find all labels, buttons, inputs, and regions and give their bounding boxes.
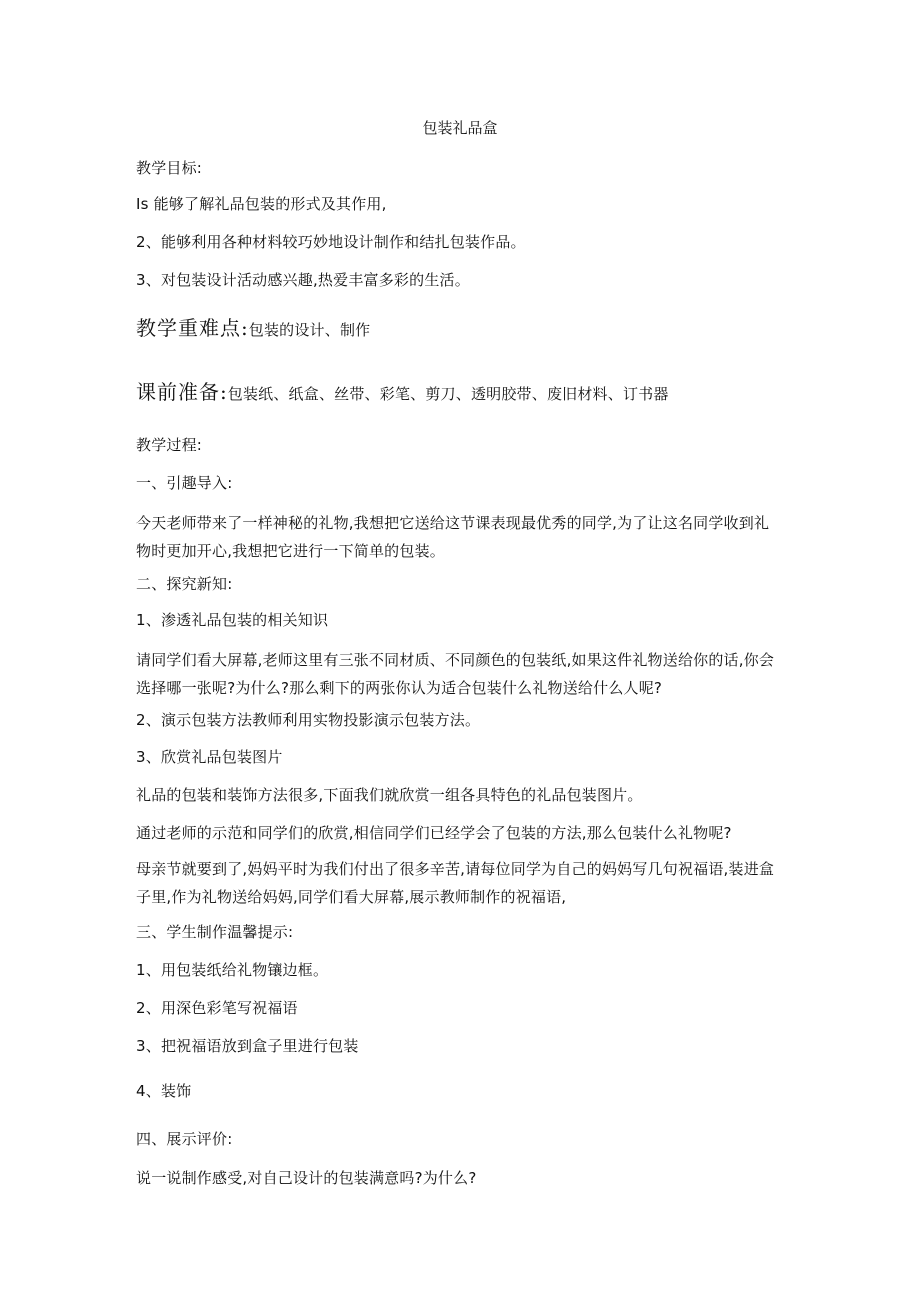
preparation-text: 包装纸、纸盒、丝带、彩笔、剪刀、透明胶带、废旧材料、订书器 bbox=[227, 385, 669, 403]
objective-item-2: 2、能够利用各种材料较巧妙地设计制作和结扎包装作品。 bbox=[136, 233, 526, 251]
section2-item-3-text: 礼品的包装和装饰方法很多,下面我们就欣赏一组各具特色的礼品包装图片。 bbox=[136, 786, 643, 804]
key-points-label: 教学重难点: bbox=[136, 316, 249, 340]
section4-heading: 四、展示评价: bbox=[136, 1130, 233, 1148]
process-heading: 教学过程: bbox=[136, 436, 203, 454]
preparation-label: 课前准备: bbox=[136, 380, 228, 404]
section4-text: 说一说制作感受,对自己设计的包装满意吗?为什么? bbox=[136, 1169, 477, 1187]
objectives-heading: 教学目标: bbox=[136, 159, 203, 177]
preparation-line bbox=[136, 382, 669, 404]
section2-item-1: 1、渗透礼品包装的相关知识 bbox=[136, 611, 329, 629]
section2-summary: 通过老师的示范和同学们的欣赏,相信同学们已经学会了包装的方法,那么包装什么礼物呢? bbox=[136, 824, 732, 842]
objective-item-3: 3、对包装设计活动感兴趣,热爱丰富多彩的生活。 bbox=[136, 271, 470, 289]
objective-item-1: Is 能够了解礼品包装的形式及其作用, bbox=[136, 195, 387, 213]
section3-item-2: 2、用深色彩笔写祝福语 bbox=[136, 999, 298, 1017]
section3-item-4: 4、装饰 bbox=[136, 1082, 192, 1100]
section1-text: 今天老师带来了一样神秘的礼物,我想把它送给这节课表现最优秀的同学,为了让这名同学收到礼物时更加开心,我想把它进行一下简单的包装。 bbox=[136, 514, 770, 560]
page-title: 包装礼品盒 bbox=[422, 119, 498, 137]
section2-heading: 二、探究新知: bbox=[136, 575, 233, 593]
section2-item-1-text: 请同学们看大屏幕,老师这里有三张不同材质、不同颜色的包装纸,如果这件礼物送给你的话,你会选择哪一张呢?为什么?那么剩下的两张你认为适合包装什么礼物送给什么人呢? bbox=[136, 651, 775, 697]
section2-mothers-day: 母亲节就要到了,妈妈平时为我们付出了很多辛苦,请每位同学为自己的妈妈写几句祝福语,装进盒子里,作为礼物送给妈妈,同学们看大屏幕,展示教师制作的祝福语, bbox=[136, 860, 775, 906]
section3-item-1: 1、用包装纸给礼物镶边框。 bbox=[136, 961, 329, 979]
section2-item-3: 3、欣赏礼品包装图片 bbox=[136, 748, 283, 766]
key-points-line bbox=[136, 318, 370, 340]
section2-item-2: 2、演示包装方法教师利用实物投影演示包装方法。 bbox=[136, 711, 481, 729]
key-points-text: 包装的设计、制作 bbox=[248, 321, 371, 339]
section3-item-3: 3、把祝福语放到盒子里进行包装 bbox=[136, 1037, 359, 1055]
section1-heading: 一、引趣导入: bbox=[136, 474, 233, 492]
section3-heading: 三、学生制作温馨提示: bbox=[136, 923, 294, 941]
